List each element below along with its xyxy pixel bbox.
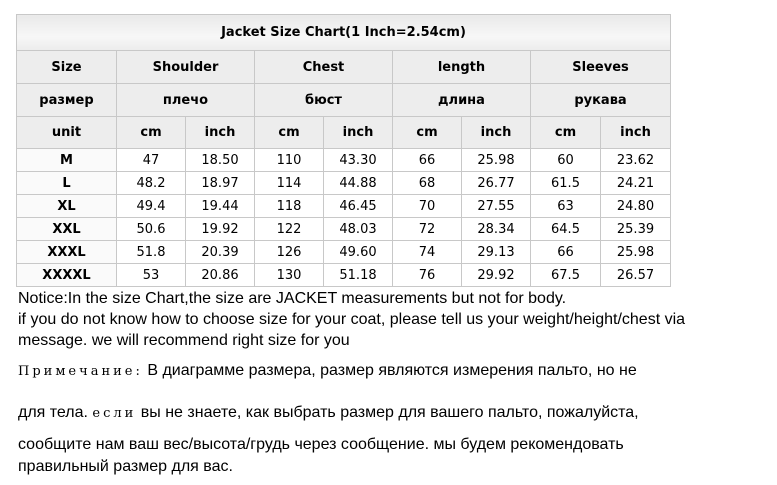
size-cell: XL xyxy=(17,195,117,218)
table-title: Jacket Size Chart(1 Inch=2.54cm) xyxy=(17,15,671,51)
header-chest: Chest xyxy=(255,51,393,84)
header-sleeves-ru: рукава xyxy=(531,84,671,117)
measurement-cell: 23.62 xyxy=(601,149,671,172)
measurement-cell: 43.30 xyxy=(324,149,393,172)
unit-cell: inch xyxy=(601,117,671,149)
unit-cell: cm xyxy=(255,117,324,149)
measurement-cell: 48.2 xyxy=(117,172,186,195)
measurement-cell: 27.55 xyxy=(462,195,531,218)
size-cell: XXXL xyxy=(17,241,117,264)
unit-cell: inch xyxy=(186,117,255,149)
measurement-cell: 25.98 xyxy=(462,149,531,172)
unit-row xyxy=(17,117,671,149)
table-row xyxy=(17,149,671,172)
header-length: length xyxy=(393,51,531,84)
measurement-cell: 29.92 xyxy=(462,264,531,287)
measurement-cell: 72 xyxy=(393,218,462,241)
size-chart xyxy=(16,14,670,287)
header-sleeves: Sleeves xyxy=(531,51,671,84)
measurement-cell: 46.45 xyxy=(324,195,393,218)
measurement-cell: 26.77 xyxy=(462,172,531,195)
ru-notice-line-2-spaced: если xyxy=(92,406,137,421)
unit-cell: inch xyxy=(324,117,393,149)
table-row xyxy=(17,241,671,264)
measurement-cell: 60 xyxy=(531,149,601,172)
size-table xyxy=(16,14,671,287)
measurement-cell: 67.5 xyxy=(531,264,601,287)
header-row-ru xyxy=(17,84,671,117)
measurement-cell: 24.21 xyxy=(601,172,671,195)
ru-notice-line-1 xyxy=(18,362,637,380)
measurement-cell: 130 xyxy=(255,264,324,287)
ru-notice-line-4: правильный размер для вас. xyxy=(18,458,233,475)
table-row xyxy=(17,195,671,218)
measurement-cell: 66 xyxy=(531,241,601,264)
measurement-cell: 51.18 xyxy=(324,264,393,287)
header-chest-ru: бюст xyxy=(255,84,393,117)
table-row xyxy=(17,218,671,241)
ru-notice-line-2-start: для тела. xyxy=(18,404,93,421)
unit-cell: inch xyxy=(462,117,531,149)
measurement-cell: 19.44 xyxy=(186,195,255,218)
size-cell: XXXXL xyxy=(17,264,117,287)
measurement-cell: 26.57 xyxy=(601,264,671,287)
measurement-cell: 44.88 xyxy=(324,172,393,195)
unit-cell: cm xyxy=(117,117,186,149)
measurement-cell: 61.5 xyxy=(531,172,601,195)
measurement-cell: 76 xyxy=(393,264,462,287)
english-notice xyxy=(18,288,770,351)
measurement-cell: 20.86 xyxy=(186,264,255,287)
header-size-ru: размер xyxy=(17,84,117,117)
measurement-cell: 64.5 xyxy=(531,218,601,241)
table-row xyxy=(17,172,671,195)
notice-line-3: message. we will recommend right size for you xyxy=(18,332,350,349)
measurement-cell: 126 xyxy=(255,241,324,264)
measurement-cell: 50.6 xyxy=(117,218,186,241)
measurement-cell: 48.03 xyxy=(324,218,393,241)
measurement-cell: 24.80 xyxy=(601,195,671,218)
measurement-cell: 51.8 xyxy=(117,241,186,264)
header-shoulder: Shoulder xyxy=(117,51,255,84)
measurement-cell: 110 xyxy=(255,149,324,172)
size-cell: L xyxy=(17,172,117,195)
measurement-cell: 49.4 xyxy=(117,195,186,218)
measurement-cell: 20.39 xyxy=(186,241,255,264)
unit-cell: cm xyxy=(393,117,462,149)
measurement-cell: 68 xyxy=(393,172,462,195)
measurement-cell: 18.97 xyxy=(186,172,255,195)
size-cell: M xyxy=(17,149,117,172)
measurement-cell: 18.50 xyxy=(186,149,255,172)
size-cell: XXL xyxy=(17,218,117,241)
ru-notice-line-3: сообщите нам ваш вес/высота/грудь через сообщение. мы будем рекомендовать xyxy=(18,436,624,453)
notice-line-2: if you do not know how to choose size for your coat, please tell us your weight/height/chest via xyxy=(18,311,686,328)
measurement-cell: 122 xyxy=(255,218,324,241)
ru-notice-prefix: Примечание: xyxy=(18,364,143,379)
measurement-cell: 118 xyxy=(255,195,324,218)
measurement-cell: 114 xyxy=(255,172,324,195)
measurement-cell: 49.60 xyxy=(324,241,393,264)
header-size: Size xyxy=(17,51,117,84)
ru-notice-line-2 xyxy=(18,404,639,422)
header-row-en xyxy=(17,51,671,84)
measurement-cell: 47 xyxy=(117,149,186,172)
measurement-cell: 70 xyxy=(393,195,462,218)
measurement-cell: 28.34 xyxy=(462,218,531,241)
measurement-cell: 25.39 xyxy=(601,218,671,241)
measurement-cell: 29.13 xyxy=(462,241,531,264)
ru-notice-line-2-rest: вы не знаете, как выбрать размер для вашего пальто, пожалуйста, xyxy=(136,404,639,421)
header-length-ru: длина xyxy=(393,84,531,117)
ru-notice-line-1-text: В диаграмме размера, размер являются измерения пальто, но не xyxy=(142,362,637,379)
unit-label: unit xyxy=(17,117,117,149)
notice-line-1: Notice:In the size Chart,the size are JACKET measurements but not for body. xyxy=(18,290,567,307)
header-shoulder-ru: плечо xyxy=(117,84,255,117)
measurement-cell: 66 xyxy=(393,149,462,172)
measurement-cell: 63 xyxy=(531,195,601,218)
unit-cell: cm xyxy=(531,117,601,149)
measurement-cell: 25.98 xyxy=(601,241,671,264)
measurement-cell: 53 xyxy=(117,264,186,287)
measurement-cell: 19.92 xyxy=(186,218,255,241)
table-row xyxy=(17,264,671,287)
measurement-cell: 74 xyxy=(393,241,462,264)
